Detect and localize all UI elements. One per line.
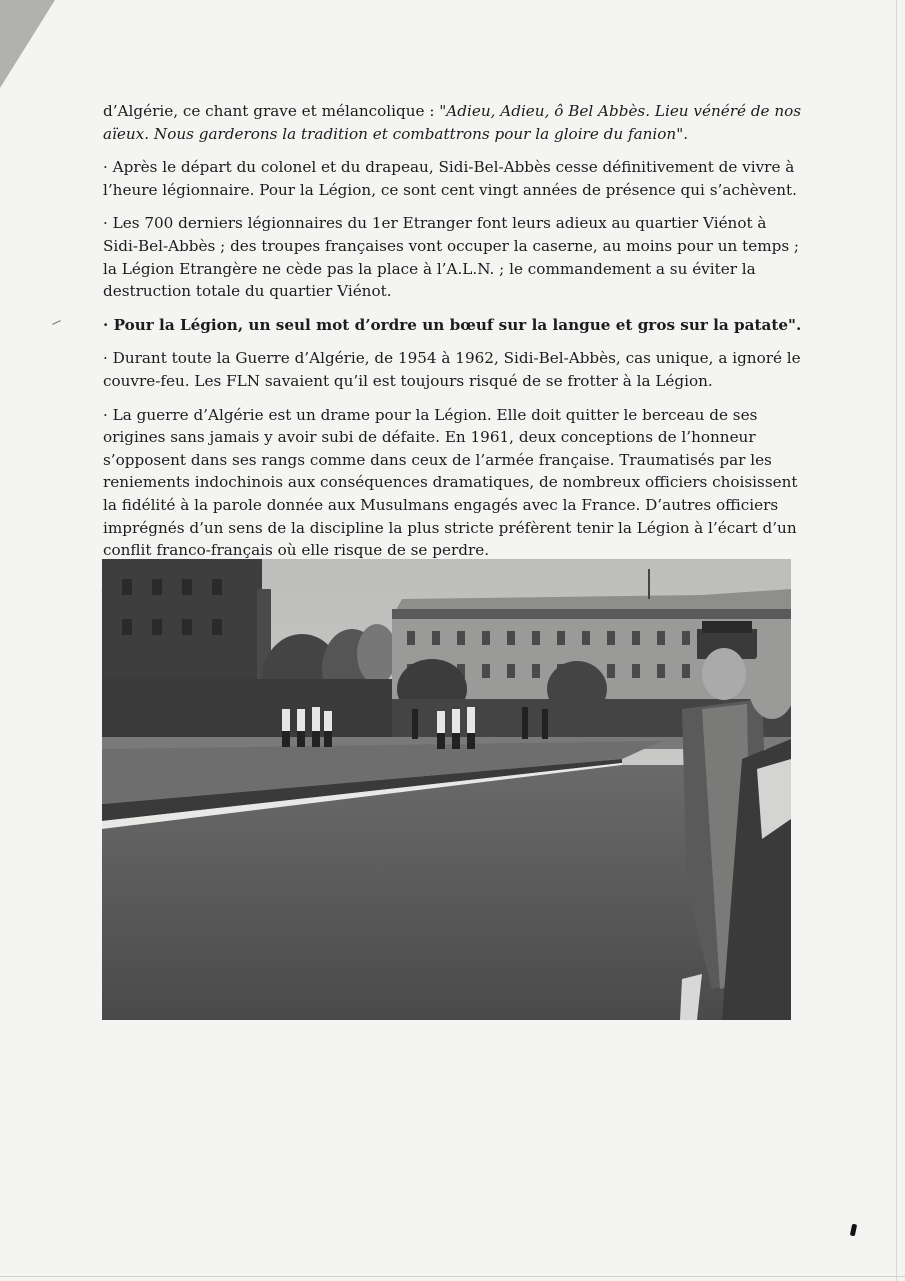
- folded-page-corner: [0, 0, 55, 88]
- paragraph-motto: · Pour la Légion, un seul mot d’ordre un bœuf sur la langue et gros sur la patate".: [103, 315, 802, 334]
- intro-text: d’Algérie, ce chant grave et mélancolique :: [103, 102, 440, 120]
- parade-photograph: [102, 559, 791, 1020]
- paragraph-curfew: · Durant toute la Guerre d’Algérie, de 1954 à 1962, Sidi-Bel-Abbès, cas unique, a ignoré le couvre-feu. Les FLN savaient qu’il est toujours risqué de se frotter à la Légion.: [103, 349, 801, 390]
- paragraph-last-legionnaires: · Les 700 derniers légionnaires du 1er Etranger font leurs adieux au quartier Viénot à Sidi-Bel-Abbès ; des troupes françaises vont occuper la caserne, au moins pour un temps ; la Légion Etrangère ne cède pas la place à l’A.L.N. ; le commandement a su éviter la destruction totale du quartier Viénot.: [103, 214, 800, 301]
- song-quote: "Adieu, Adieu, ô Bel Abbès. Lieu vénéré de nos aïeux. Nous garderons la tradition et combattrons pour la gloire du fanion".: [103, 102, 802, 143]
- intro-paragraph: [103, 100, 803, 145]
- paragraph-departure: · Après le départ du colonel et du drapeau, Sidi-Bel-Abbès cesse définitivement de vivre à l’heure légionnaire. Pour la Légion, ce sont cent vingt années de présence qui s’achèvent.: [103, 158, 797, 199]
- page-edge: [896, 0, 897, 1281]
- ink-mark: [850, 1224, 857, 1237]
- article-text: [103, 100, 803, 595]
- stray-pen-mark: [52, 320, 61, 325]
- paragraph-drama: · La guerre d’Algérie est un drame pour la Légion. Elle doit quitter le berceau de ses origines sans jamais y avoir subi de défaite. En 1961, deux conceptions de l’honneur s’opposent dans ses rangs comme dans ceux de l’armée française. Traumatisés par les reniements indochinois aux conséquences dramatiques, de nombreux officiers choisissent la fidélité à la parole donnée aux Musulmans engagés avec la France. D’autres officiers imprégnés d’un sens de la discipline la plus stricte préfèrent tenir la Légion à l’écart d’un conflit franco-français où elle risque de se perdre.: [103, 405, 798, 560]
- page-edge-bottom: [0, 1276, 905, 1277]
